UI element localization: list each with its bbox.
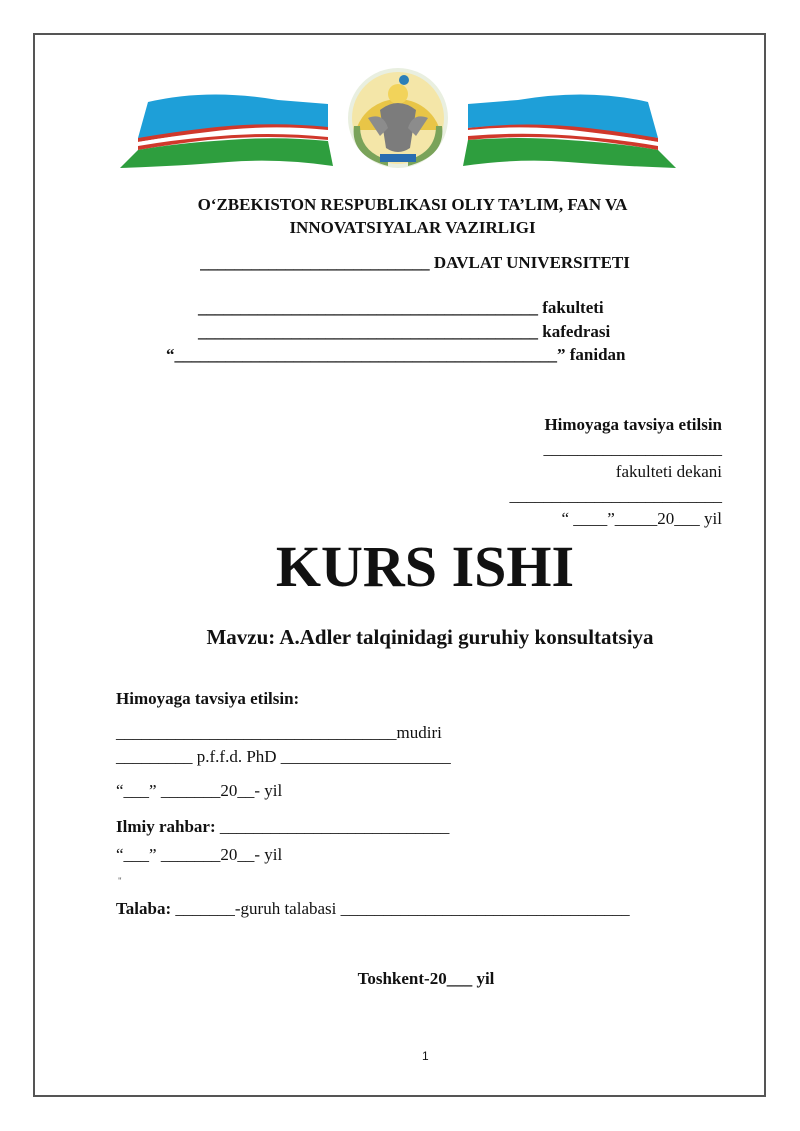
student-row [116, 899, 630, 919]
student-label: Talaba: [116, 899, 172, 918]
supervisor-label: Ilmiy rahbar: [116, 817, 216, 836]
place-date: Toshkent-20___ yil [357, 969, 495, 988]
right-flag [463, 94, 676, 168]
approval-date-2: “___” _______20__- yil [116, 845, 283, 864]
subject-line: “_____________________________________________” fanidan [166, 345, 626, 364]
department-head-line: _________________________________mudiri [116, 723, 442, 742]
student-line: _______-guruh talabasi __________________________________ [171, 899, 630, 918]
left-flag [120, 94, 333, 168]
topic-line: Mavzu: A.Adler talqinidagi guruhiy konsultatsiya [206, 625, 654, 649]
approval-top-signature-line: _____________________ [543, 439, 722, 458]
approval-date-1: “___” _______20__- yil [116, 781, 283, 800]
supervisor-row [116, 817, 449, 837]
dean-label: fakulteti dekani [615, 462, 722, 481]
state-emblem-image [118, 66, 678, 176]
coat-of-arms [348, 68, 448, 168]
stray-mark: " [118, 876, 122, 886]
page-number: 1 [422, 1049, 429, 1063]
approval-top-name-line: _________________________ [509, 486, 722, 505]
document-title: KURS ISHI [275, 534, 575, 599]
ministry-line-1: O‘ZBEKISTON RESPUBLIKASI OLIY TA’LIM, FAN VA [197, 195, 628, 214]
ministry-line-2: INNOVATSIYALAR VAZIRLIGI [289, 218, 536, 237]
approval-bottom-heading: Himoyaga tavsiya etilsin: [116, 689, 300, 708]
approval-top-heading: Himoyaga tavsiya etilsin [544, 415, 722, 434]
approval-top-date: “ ____”_____20___ yil [561, 509, 722, 528]
degree-line: _________ p.f.f.d. PhD ____________________ [116, 747, 451, 766]
supervisor-line: ___________________________ [215, 817, 450, 836]
university-line: ___________________________ DAVLAT UNIVERSITETI [200, 253, 630, 272]
department-line: ________________________________________ kafedrasi [198, 322, 611, 341]
faculty-line: ________________________________________ fakulteti [198, 298, 604, 317]
